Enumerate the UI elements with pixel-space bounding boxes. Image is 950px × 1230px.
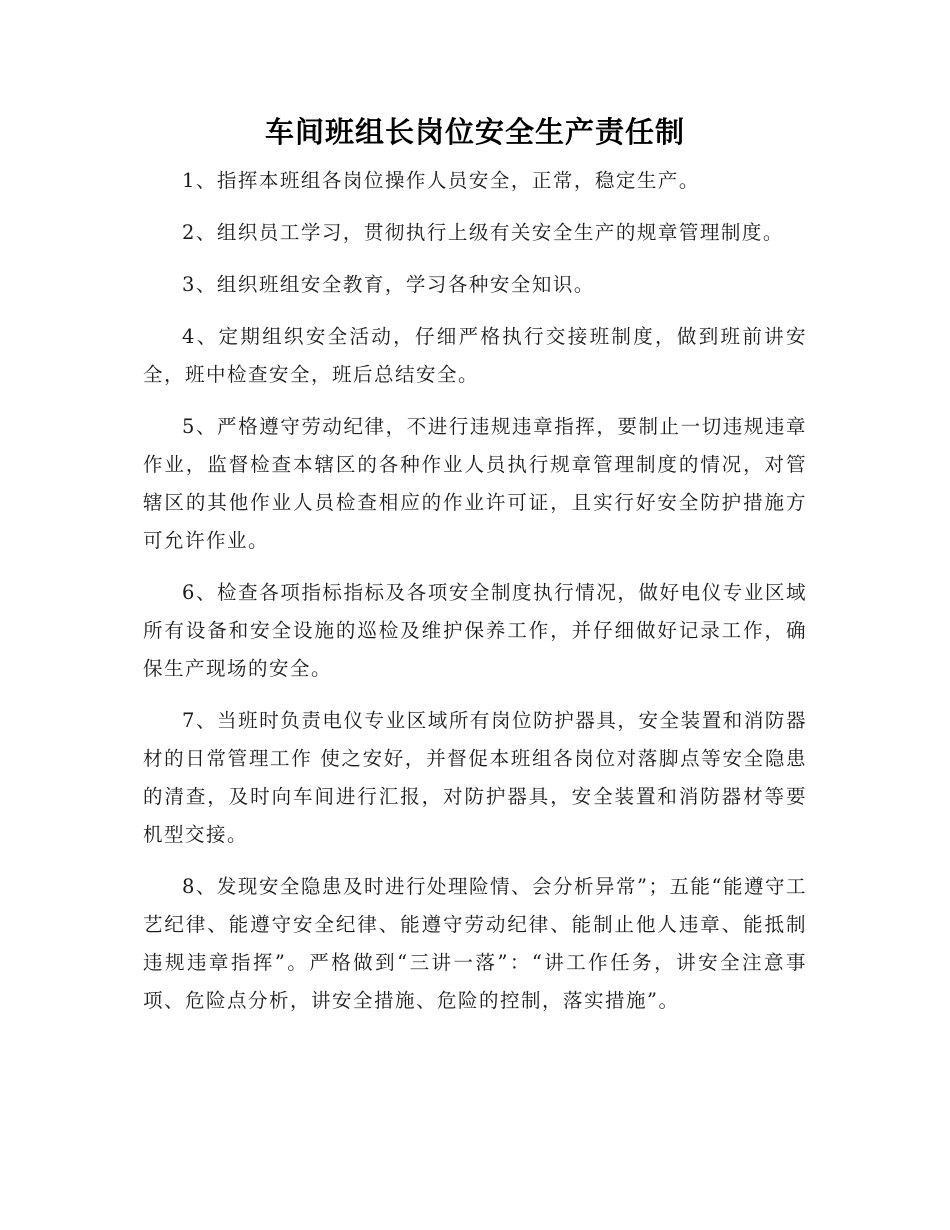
- document-body: [143, 162, 807, 1034]
- paragraph-8: 8、发现安全隐患及时进行处理险情、会分析异常”；五能“能遵守工艺纪律、能遵守安全纪律、能遵守劳动纪律、能制止他人违章、能抵制违规违章指挥”。严格做到“三讲一落”：“讲工作任务，讲安全注意事项、危险点分析，讲安全措施、危险的控制，落实措施”。: [143, 875, 807, 1012]
- paragraph-5: 5、严格遵守劳动纪律，不进行违规违章指挥，要制止一切违规违章作业，监督检查本辖区的各种作业人员执行规章管理制度的情况，对管辖区的其他作业人员检查相应的作业许可证，且实行好安全防护措施方可允许作业。: [143, 415, 807, 552]
- paragraph-1: 1、指挥本班组各岗位操作人员安全，正常，稳定生产。: [182, 169, 700, 192]
- paragraph-7: 7、当班时负责电仪专业区域所有岗位防护器具，安全装置和消防器材的日常管理工作 使之安好，并督促本班组各岗位对落脚点等安全隐患的清查，及时向车间进行汇报，对防护器具，安全装置和消防器材等要机型交接。: [143, 709, 807, 846]
- paragraph-2: 2、组织员工学习，贯彻执行上级有关安全生产的规章管理制度。: [182, 221, 784, 244]
- paragraph-6: 6、检查各项指标指标及各项安全制度执行情况，做好电仪专业区域所有设备和安全设施的巡检及维护保养工作，并仔细做好记录工作，确保生产现场的安全。: [143, 581, 807, 680]
- paragraph-3: 3、组织班组安全教育，学习各种安全知识。: [182, 273, 595, 296]
- document-title: 车间班组长岗位安全生产责任制: [264, 115, 685, 149]
- paragraph-4: 4、定期组织安全活动，仔细严格执行交接班制度，做到班前讲安全，班中检查安全，班后总结安全。: [143, 325, 807, 386]
